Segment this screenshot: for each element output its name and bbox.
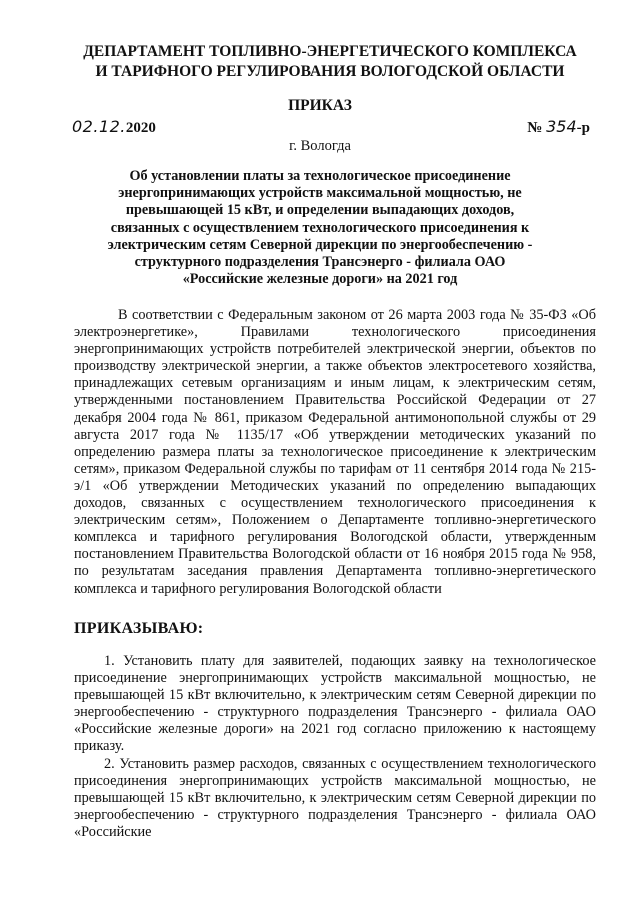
department-header [60,42,600,82]
order-item-2: 2. Установить размер расходов, связанных с осуществлением технологического присоединения энергопринимающих устройств максимальной мощностью, не превышающей 15 кВт включительно, к электрическим сетям Северной дирекции по энергообеспечению - структурного подразделения Трансэнерго - филиала ОАО «Российские [74,756,596,841]
department-line-2: И ТАРИФНОГО РЕГУЛИРОВАНИЯ ВОЛОГОДСКОЙ ОБЛАСТИ [95,63,565,80]
handwritten-date: 02.12. [72,117,126,136]
order-title: ПРИКАЗ [288,97,352,114]
handwritten-number: 354 [546,117,577,136]
order-date [72,116,156,139]
decree-word: ПРИКАЗЫВАЮ: [74,620,204,637]
order-number [527,116,590,139]
preamble-paragraph: В соответствии с Федеральным законом от 26 марта 2003 года № 35-ФЗ «Об электроэнергетике», Правилами технологического присоединения энергопринимающих устройств потребителей электрической энергии, объектов по производству электрической энергии, а также объектов электросетевого хозяйства, принадлежащих сетевым организациям и иным лицам, к электрическим сетям, утвержденными постановлением Правительства Российской Федерации от 27 декабря 2004 года № 861, приказом Федеральной антимонопольной службы от 29 августа 2017 года № 1135/17 «Об утверждении методических указаний по определению размера платы за технологическое присоединение к электрическим сетям», приказом Федеральной службы по тарифам от 11 сентября 2014 года № 215-э/1 «Об утверждении Методических указаний по определению выпадающих доходов, связанных с осуществлением технологического присоединения к электрическим сетям», Положением о Департаменте топливно-энергетического комплекса и тарифного регулирования Вологодской области, утвержденным постановлением Правительства Вологодской области от 16 ноября 2015 года № 958, по результатам заседания правления Департамента топливно-энергетического комплекса и тарифного регулирования Вологодской области [74,307,596,597]
city: г. Вологда [289,138,351,154]
number-suffix: -р [576,120,590,136]
date-year: 2020 [125,120,156,136]
number-prefix: № [527,120,543,136]
order-item-1: 1. Установить плату для заявителей, подающих заявку на технологическое присоединение энергопринимающих устройств максимальной мощностью, не превышающей 15 кВт включительно, к электрическим сетям Северной дирекции по энергообеспечению - структурного подразделения Трансэнерго - филиала ОАО «Российские железные дороги» на 2021 год согласно приложению к настоящему приказу. [74,653,596,755]
order-subject: Об установлении платы за технологическое присоединение энергопринимающих устройств максимальной мощностью, не превышающей 15 кВт, и определении выпадающих доходов, связанных с осуществлением технологического присоединения к электрическим сетям Северной дирекции по энергообеспечению - структурного подразделения Трансэнерго - филиала ОАО «Российские железные дороги» на 2021 год [107,168,533,288]
department-line-1: ДЕПАРТАМЕНТ ТОПЛИВНО-ЭНЕРГЕТИЧЕСКОГО КОМПЛЕКСА [83,43,577,60]
